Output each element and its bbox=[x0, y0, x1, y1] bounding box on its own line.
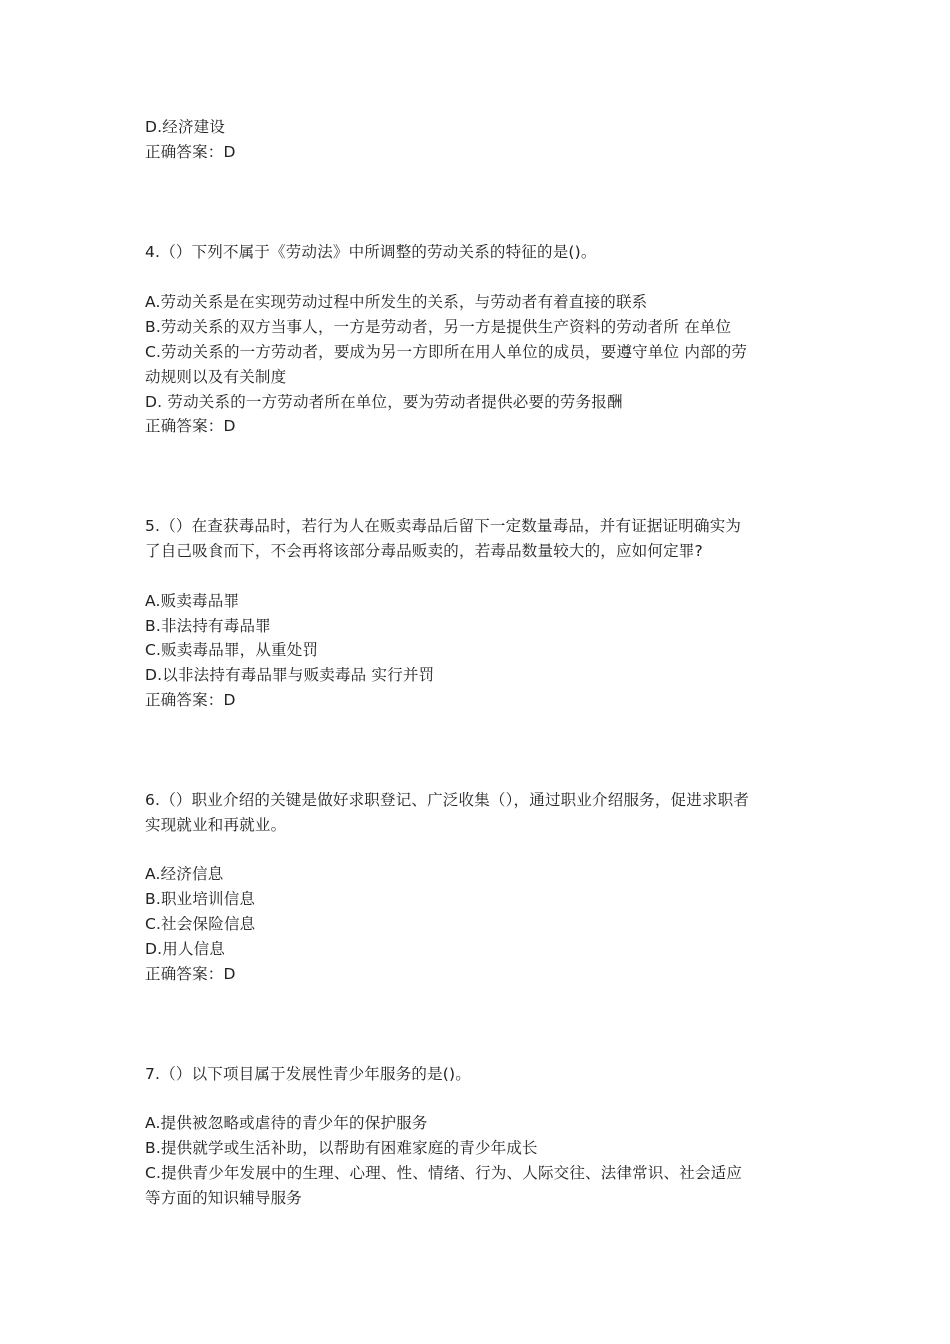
q5-answer: 正确答案：D bbox=[145, 691, 236, 709]
q6-stem-line1: 6.（）职业介绍的关键是做好求职登记、广泛收集（），通过职业介绍服务，促进求职者 bbox=[145, 791, 750, 809]
prev-option-d: D.经济建设 bbox=[145, 118, 226, 136]
q5-option-c: C.贩卖毒品罪，从重处罚 bbox=[145, 641, 319, 659]
q6-option-a: A.经济信息 bbox=[145, 865, 224, 883]
q5-stem-line1: 5.（）在查获毒品时，若行为人在贩卖毒品后留下一定数量毒品，并有证据证明确实为 bbox=[145, 517, 742, 535]
q5-option-d: D.以非法持有毒品罪与贩卖毒品 实行并罚 bbox=[145, 666, 435, 684]
q7-option-a: A.提供被忽略或虐待的青少年的保护服务 bbox=[145, 1114, 428, 1132]
q4-option-c: C.劳动关系的一方劳动者，要成为另一方即所在用人单位的成员，要遵守单位 内部的劳 bbox=[145, 343, 748, 361]
q7-stem: 7.（）以下项目属于发展性青少年服务的是()。 bbox=[145, 1065, 471, 1083]
q6-stem-line2: 实现就业和再就业。 bbox=[145, 816, 287, 834]
q5-stem-line2: 了自己吸食而下，不会再将该部分毒品贩卖的，若毒品数量较大的，应如何定罪? bbox=[145, 542, 703, 560]
q4-stem: 4.（）下列不属于《劳动法》中所调整的劳动关系的特征的是()。 bbox=[145, 243, 597, 261]
q4-answer: 正确答案：D bbox=[145, 417, 236, 435]
q6-option-b: B.职业培训信息 bbox=[145, 890, 256, 908]
q6-answer: 正确答案：D bbox=[145, 965, 236, 983]
q5-option-b: B.非法持有毒品罪 bbox=[145, 617, 271, 635]
q4-option-b: B.劳动关系的双方当事人，一方是劳动者，另一方是提供生产资料的劳动者所 在单位 bbox=[145, 318, 732, 336]
q6-option-c: C.社会保险信息 bbox=[145, 915, 256, 933]
q7-option-b: B.提供就学或生活补助，以帮助有困难家庭的青少年成长 bbox=[145, 1139, 538, 1157]
q7-option-c: C.提供青少年发展中的生理、心理、性、情绪、行为、人际交往、法律常识、社会适应 bbox=[145, 1164, 743, 1182]
q7-option-c-cont: 等方面的知识辅导服务 bbox=[145, 1189, 303, 1207]
q5-option-a: A.贩卖毒品罪 bbox=[145, 592, 240, 610]
prev-answer: 正确答案：D bbox=[145, 143, 236, 161]
q6-option-d: D.用人信息 bbox=[145, 940, 226, 958]
q4-option-a: A.劳动关系是在实现劳动过程中所发生的关系，与劳动者有着直接的联系 bbox=[145, 293, 648, 311]
q4-option-d: D. 劳动关系的一方劳动者所在单位，要为劳动者提供必要的劳务报酬 bbox=[145, 393, 623, 411]
q4-option-c-cont: 动规则以及有关制度 bbox=[145, 368, 287, 386]
